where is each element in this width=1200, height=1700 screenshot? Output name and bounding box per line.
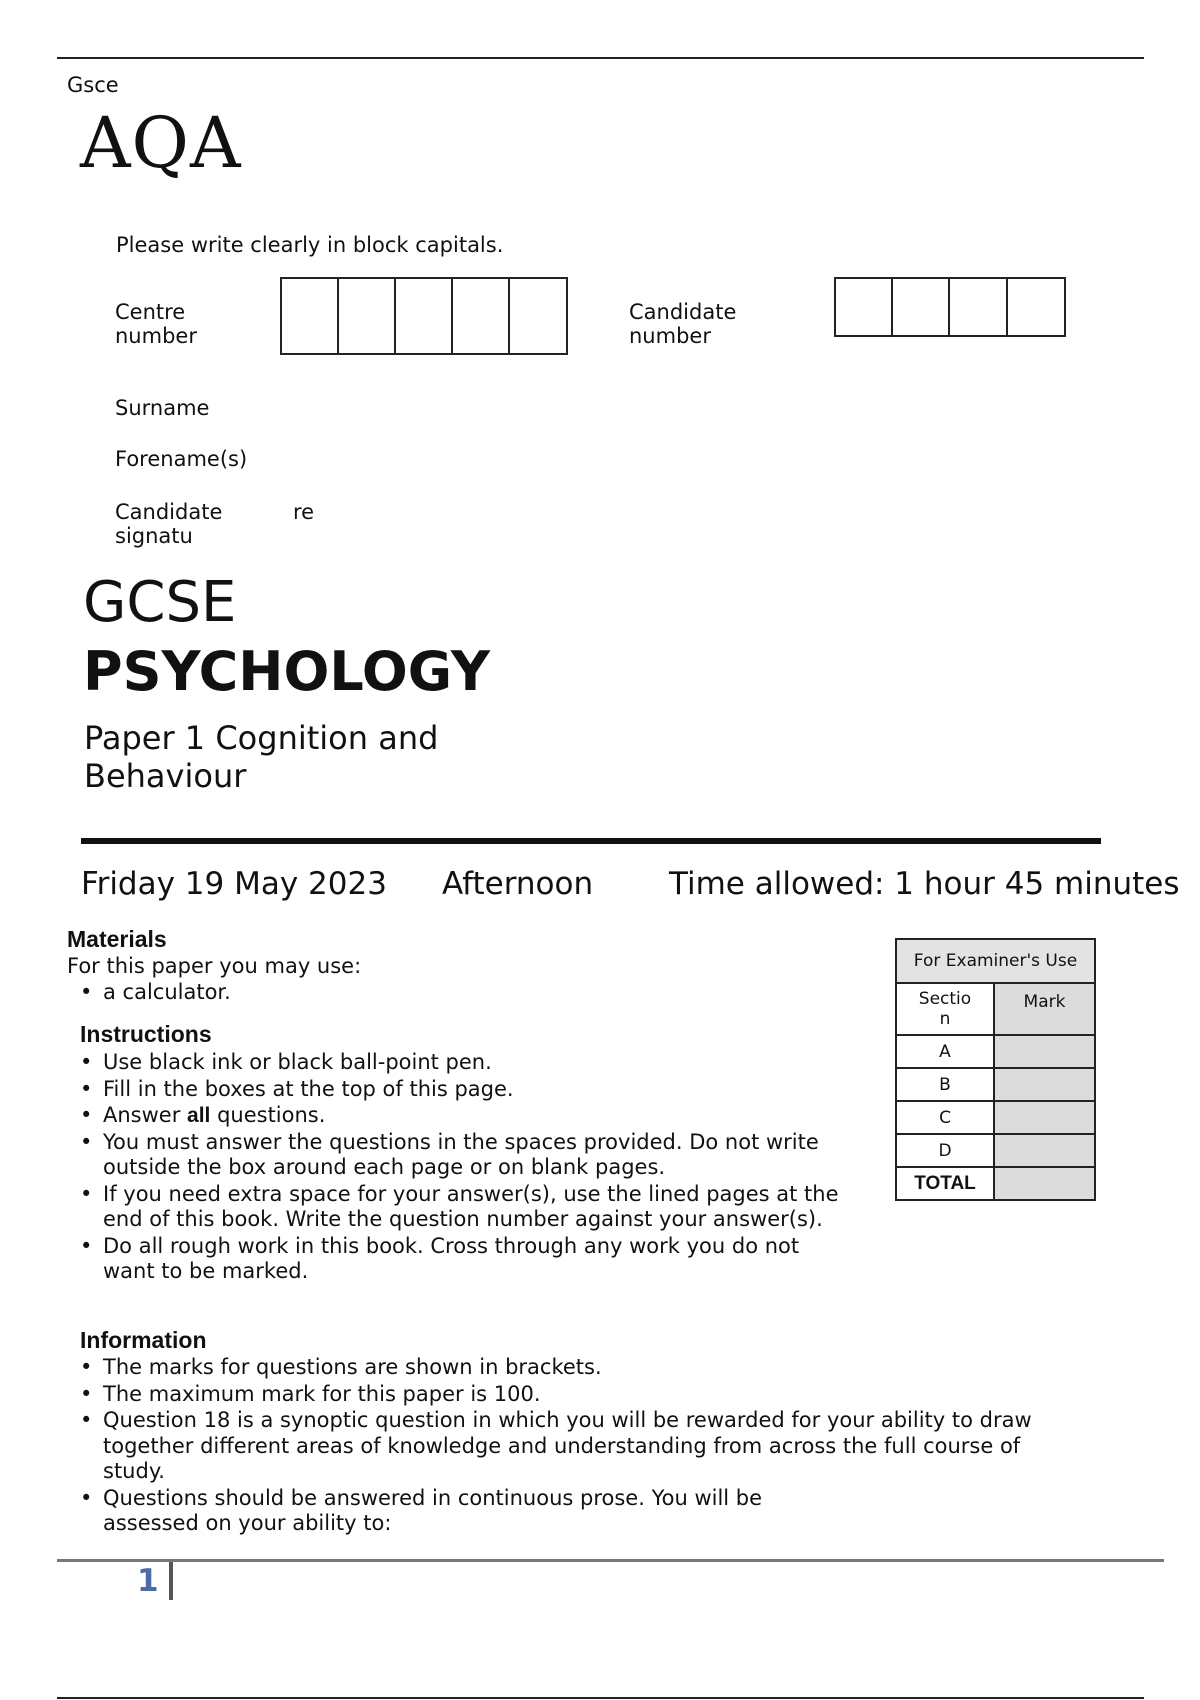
list-item: • Answer all questions.	[80, 1103, 850, 1129]
candidate-digit-box[interactable]	[893, 279, 950, 335]
candidate-digit-box[interactable]	[836, 279, 893, 335]
surname-label: Surname	[115, 396, 210, 420]
footer-rule	[57, 1559, 1164, 1562]
qualification-level: GCSE	[83, 570, 237, 635]
list-item: • If you need extra space for your answer(s), use the lined pages at the end of this book. Write the question number against your answer(s).	[80, 1182, 850, 1233]
instructions-heading: Instructions	[80, 1021, 212, 1047]
candidate-digit-box[interactable]	[950, 279, 1008, 335]
list-item: • Use black ink or black ball-point pen.	[80, 1050, 850, 1076]
section-label: D	[896, 1134, 994, 1167]
mark-cell	[994, 1101, 1095, 1134]
information-list	[80, 1355, 1040, 1538]
list-item: • Questions should be answered in continuous prose. You will be assessed on your ability to:	[80, 1486, 843, 1537]
list-item: • Fill in the boxes at the top of this page.	[80, 1077, 850, 1103]
total-mark-cell	[994, 1167, 1095, 1200]
materials-heading: Materials	[67, 926, 167, 952]
top-label: Gsce	[67, 73, 119, 97]
exam-session: Afternoon	[442, 866, 594, 902]
paper-title: Paper 1 Cognition and Behaviour	[84, 719, 439, 795]
section-label: C	[896, 1101, 994, 1134]
centre-digit-box[interactable]	[339, 279, 396, 353]
forenames-label: Forename(s)	[115, 447, 248, 471]
page-number-bar	[169, 1562, 173, 1600]
mark-cell	[994, 1035, 1095, 1068]
mark-cell	[994, 1068, 1095, 1101]
materials-list	[80, 980, 820, 1007]
section-label: A	[896, 1035, 994, 1068]
list-item: • The marks for questions are shown in brackets.	[80, 1355, 1040, 1381]
aqa-logo: AQA	[80, 102, 242, 184]
candidate-number-label: Candidate number	[629, 300, 737, 348]
examiner-use-table	[895, 938, 1096, 1201]
subject-title: PSYCHOLOGY	[83, 640, 491, 703]
centre-digit-box[interactable]	[510, 279, 566, 353]
list-item: • The maximum mark for this paper is 100.	[80, 1382, 1040, 1408]
form-instruction: Please write clearly in block capitals.	[116, 233, 504, 257]
section-column-header: Sectio n	[896, 983, 994, 1035]
centre-number-boxes	[280, 277, 568, 355]
bottom-rule	[57, 1697, 1144, 1699]
centre-digit-box[interactable]	[453, 279, 510, 353]
list-item: • a calculator.	[80, 980, 820, 1006]
time-allowed: Time allowed: 1 hour 45 minutes	[669, 866, 1180, 902]
list-item: • Do all rough work in this book. Cross through any work you do not want to be marked.	[80, 1234, 850, 1285]
mark-column-header: Mark	[994, 983, 1095, 1035]
signature-label: Candidate signatu	[115, 500, 223, 548]
total-label: TOTAL	[896, 1167, 994, 1200]
materials-intro: For this paper you may use:	[67, 954, 362, 978]
instructions-list	[80, 1050, 850, 1286]
page-number: 1	[137, 1563, 159, 1599]
top-rule	[57, 57, 1144, 59]
centre-number-label: Centre number	[115, 300, 197, 348]
centre-digit-box[interactable]	[396, 279, 453, 353]
list-item: • You must answer the questions in the spaces provided. Do not write outside the box around each page or on blank pages.	[80, 1130, 850, 1181]
examiner-table-title: For Examiner's Use	[896, 939, 1095, 983]
section-label: B	[896, 1068, 994, 1101]
information-heading: Information	[80, 1327, 207, 1353]
candidate-digit-box[interactable]	[1008, 279, 1064, 335]
title-rule	[81, 838, 1101, 844]
centre-digit-box[interactable]	[282, 279, 339, 353]
list-item: • Question 18 is a synoptic question in which you will be rewarded for your ability to draw together different areas of knowledge and understanding from across the full course of study.	[80, 1408, 1040, 1485]
signature-label-tail: re	[293, 500, 315, 524]
exam-date: Friday 19 May 2023	[81, 866, 387, 902]
mark-cell	[994, 1134, 1095, 1167]
candidate-number-boxes	[834, 277, 1066, 337]
